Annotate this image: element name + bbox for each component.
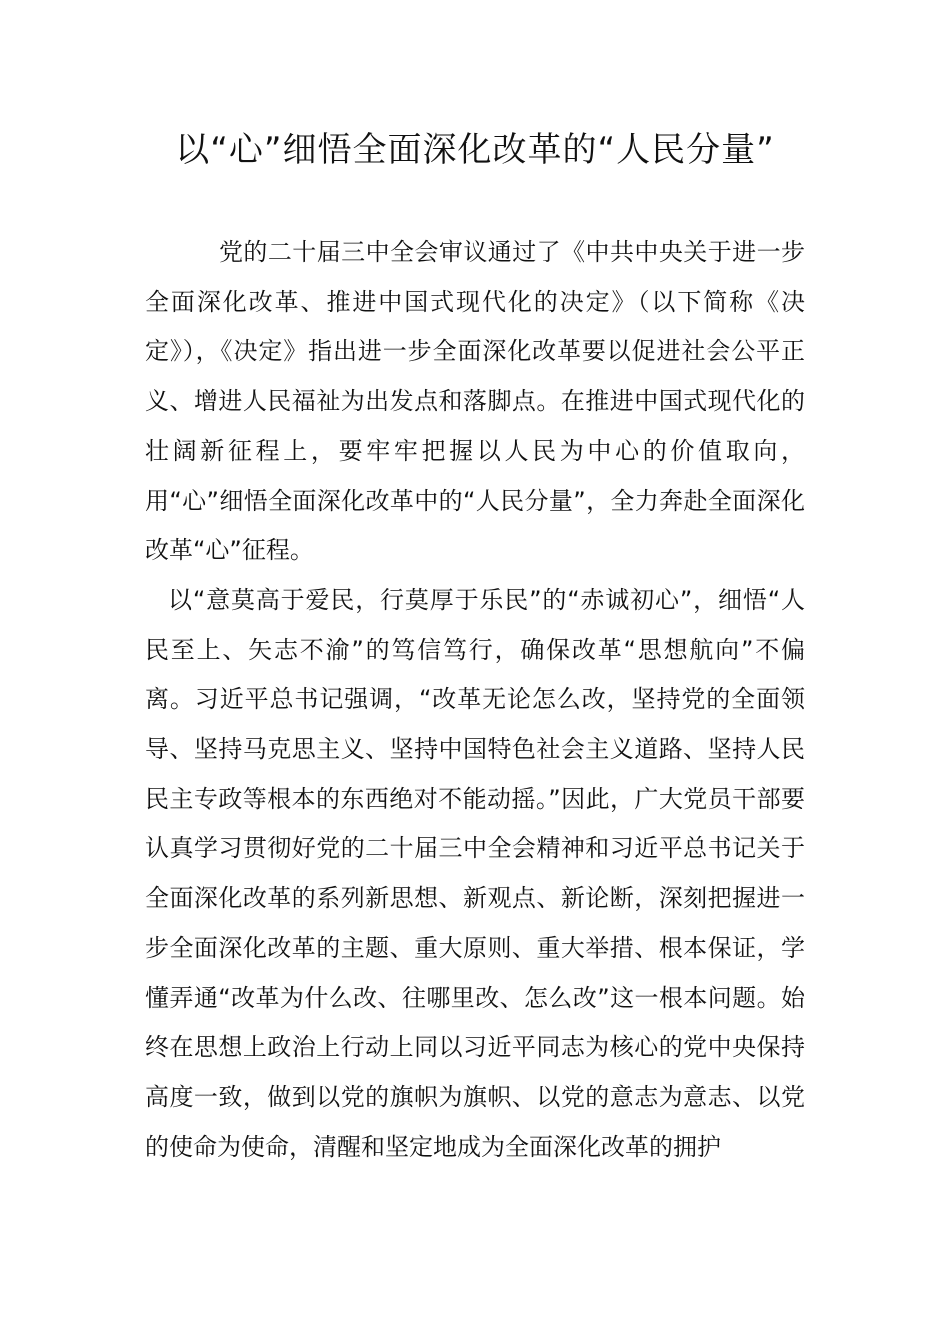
document-body — [145, 228, 805, 1172]
paragraph-intro: 党的二十届三中全会审议通过了《中共中央关于进一步全面深化改革、推进中国式现代化的决定》（以下简称《决定》），《决定》指出进一步全面深化改革要以促进社会公平正义、增进人民福祉为出发点和落脚点。在推进中国式现代化的壮阔新征程上，要牢牢把握以人民为中心的价值取向，用“心”细悟全面深化改革中的“人民分量”，全力奔赴全面深化改革“心”征程。 — [145, 238, 805, 565]
document-title: 以“心”细悟全面深化改革的“人民分量” — [175, 130, 775, 170]
paragraph-red-heart: 以“意莫高于爱民，行莫厚于乐民”的“赤诚初心”，细悟“人民至上、矢志不渝”的笃信笃行，确保改革“思想航向”不偏离。习近平总书记强调，“改革无论怎么改，坚持党的全面领导、坚持马克思主义、坚持中国特色社会主义道路、坚持人民民主专政等根本的东西绝对不能动摇。”因此，广大党员干部要认真学习贯彻好党的二十届三中全会精神和习近平总书记关于全面深化改革的系列新思想、新观点、新论断，深刻把握进一步全面深化改革的主题、重大原则、重大举措、根本保证，学懂弄通“改革为什么改、往哪里改、怎么改”这一根本问题。始终在思想上政治上行动上同以习近平同志为核心的党中央保持高度一致，做到以党的旗帜为旗帜、以党的意志为意志、以党的使命为使命，清醒和坚定地成为全面深化改革的拥护 — [145, 585, 805, 1161]
